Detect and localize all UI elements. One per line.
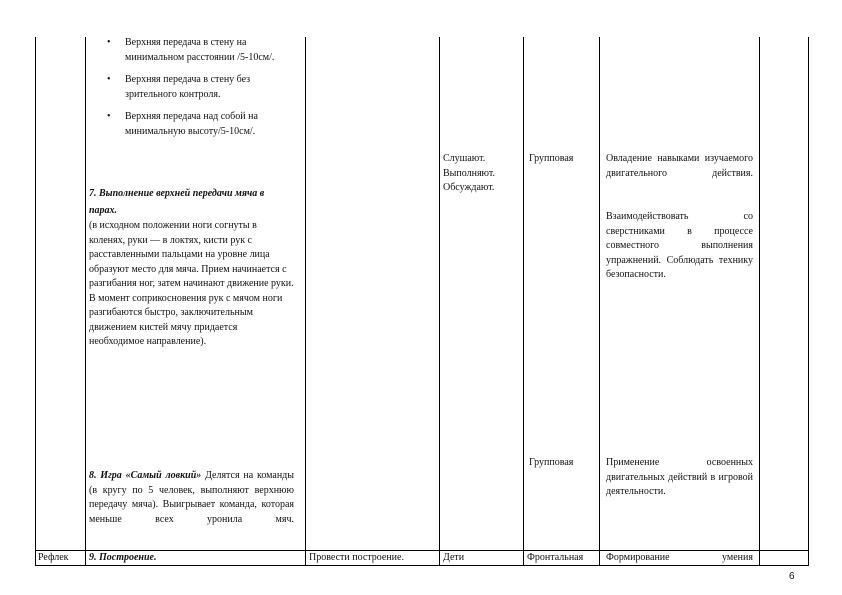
work-form-cell-2: Групповая	[529, 457, 574, 468]
content-cell: 9. Построение.	[89, 552, 157, 563]
table-border-right	[808, 37, 809, 566]
table-col-divider-6	[759, 37, 760, 566]
result-paragraph-2: Взаимодействовать со сверстниками в процессе совместного выполнения упражнений. Соблюдать технику безопасности.	[606, 211, 753, 280]
section-8-heading: 8. Игра «Самый ловкий»	[89, 470, 202, 481]
work-form-cell-bottom: Фронтальная	[527, 552, 584, 563]
table-col-divider-3	[439, 37, 440, 566]
table-border-left	[35, 37, 36, 566]
bullet-item: • Верхняя передача над собой на минимальную высоту/5-10см/.	[105, 110, 295, 139]
result-cell-2: Применение освоенных двигательных действий в игровой деятельности.	[606, 457, 753, 497]
section-7-body: (в исходном положении ноги согнуты в коленях, руки — в локтях, кисти рук с расставленными пальцами на уровне лица образуют место для мяча. Прием начинается с разгибания ног, затем начинают движение руки. В момент соприкосновения рук с мячом ноги разгибаются быстро, заключительным движением кистей мячу придается необходимое направление).	[89, 220, 294, 347]
table-col-divider-2	[305, 37, 306, 566]
section-7-heading: 7. Выполнение верхней передачи мяча в парах.	[89, 188, 265, 216]
work-form-cell: Групповая	[529, 153, 574, 164]
section-8-block	[89, 469, 294, 527]
students-activity-cell: Слушают. Выполняют. Обсуждают.	[443, 153, 496, 193]
table-col-divider-1	[85, 37, 86, 566]
stage-cell: Рефлек	[38, 552, 69, 563]
exercise-bullet-list	[105, 36, 295, 147]
page-number: 6	[789, 571, 795, 582]
table-col-divider-4	[523, 37, 524, 566]
bullet-item: • Верхняя передача в стену на минимальном расстоянии /5-10см/.	[105, 36, 295, 65]
result-paragraph-1: Овладение навыками изучаемого двигательного действия.	[606, 153, 753, 179]
teacher-activity-cell: Провести построение.	[309, 552, 404, 563]
section-8-body: Делятся на команды (в кругу по 5 человек, выполняют верхнюю передачу мяча). Выигрывает команда, которая меньше всех уронила мяч.	[89, 470, 294, 525]
section-7-block	[89, 185, 294, 350]
table-col-divider-5	[599, 37, 600, 566]
result-cell-bottom: Формирование умения	[606, 552, 753, 563]
students-activity-cell-bottom: Дети	[443, 552, 465, 563]
bullet-item: • Верхняя передача в стену без зрительного контроля.	[105, 73, 295, 102]
